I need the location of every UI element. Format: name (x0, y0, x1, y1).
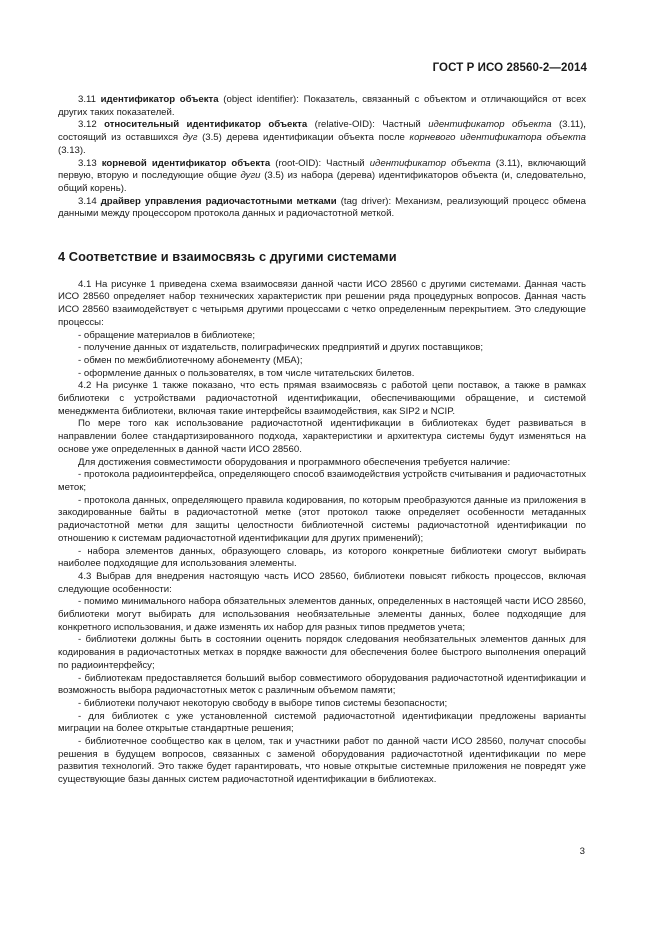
definition-number: 3.14 (78, 195, 97, 207)
definition-reference: дуг (182, 132, 198, 144)
definition-term: идентификатор объекта (100, 94, 219, 105)
definition-text: (3.5) из набора (дерева) идентификаторов объекта (и, следовательно, общий корень). (58, 170, 587, 194)
list-item: - библиотечное сообщество как в целом, так и участники работ по данной части ИСО 28560, получат способы решения в будущем вопросов, связанных с заменой оборудования радиочастотной идентификации по мере развития технологий. Это также будет гарантировать, что новые открытые системные приложения не повредят уже существующие базы данных систем радиочастотной идентификации в библиотеках. (58, 736, 586, 786)
definition-text: Показатель, связанный с объектом и отличающийся от всех других таких показателей. (58, 94, 587, 118)
definition-number: 3.11 (78, 94, 96, 105)
list-item: - помимо минимального набора обязательных элементов данных, определенных в настоящей части ИСО 28560, библиотеки могут выбирать для использования необязательные элементы данных, более подходящие для конкретного использования, и даже изменять их набор для разных типов предметов учета; (58, 596, 586, 633)
list-item: - оформление данных о пользователях, в том числе читательских билетов. (78, 367, 415, 379)
paragraph-4-2: 4.2 На рисунке 1 также показано, что есть прямая взаимосвязь с работой цепи поставок, а также в рамках библиотеки с устройствами радиочастотной идентификации, обеспечивающими обращение, и системой менеджмента библиотеки, включая такие интерфейсы взаимодействия, как SIP2 и NCIP. (58, 380, 586, 417)
paragraph-4-1: 4.1 На рисунке 1 приведена схема взаимосвязи данной части ИСО 28560 с другими системами. Данная часть ИСО 28560 определяет набор технических характеристик при решении ряда процедурных вопросов. Данная часть ИСО 28560 взаимодействует с четырьмя другими процессами с четко определенным перекрытием. Это следующие процессы: (58, 278, 586, 328)
definition-term: корневой идентификатор объекта (101, 157, 271, 169)
definition-text: (3.5) дерева идентификации объекта после (202, 132, 405, 144)
document-body (58, 94, 586, 787)
page-header-standard: ГОСТ Р ИСО 28560-2—2014 (432, 62, 587, 74)
list-item: - обращение материалов в библиотеке; (78, 329, 256, 341)
list-item: - библиотеки должны быть в состоянии оценить порядок следования необязательных элементов данных для кодирования в радиочастотных метках в порядке важности для обеспечения более быстрого выполнения операций по радиоинтерфейсу; (58, 634, 586, 671)
list-item: - библиотекам предоставляется больший выбор совместимого оборудования радиочастотной идентификации и возможность выбора радиочастотных меток с различным объемом памяти; (58, 672, 586, 697)
definition-term: драйвер управления радиочастотными метками (100, 195, 337, 207)
definition-reference: идентификатор объекта (428, 119, 552, 131)
definition-3-13 (58, 158, 586, 196)
list-item: - получение данных от издательств, полиграфических предприятий и других поставщиков; (78, 342, 484, 354)
section-4-title: 4 Соответствие и взаимосвязь с другими системами (58, 249, 397, 265)
list-item: - набора элементов данных, образующего словарь, из которого конкретные библиотеки смогут выбирать наиболее подходящие для использования элементы. (58, 545, 586, 570)
definition-number: 3.12 (78, 119, 97, 131)
definition-text: Механизм, реализующий процесс обмена данными между процессором протокола данных и радиочастотной меткой. (58, 195, 587, 220)
definition-number: 3.13 (78, 157, 97, 169)
definition-english: (object identifier): (223, 94, 299, 105)
definition-english: (relative-OID): (314, 119, 375, 131)
definition-3-11 (58, 94, 586, 119)
definition-reference: идентификатор объекта (369, 157, 491, 169)
definition-reference: дуги (240, 170, 261, 182)
list-item: - библиотеки получают некоторую свободу в выборе типов системы безопасности; (78, 697, 448, 709)
definition-english: (root-OID): (275, 157, 322, 169)
paragraph-4-3: 4.3 Выбрав для внедрения настоящую часть ИСО 28560, библиотеки повысят гибкость процессов, включая следующие особенности: (58, 570, 586, 595)
definition-text: (3.11), состоящий из оставшихся (58, 119, 586, 144)
paragraph: Для достижения совместимости оборудования и программного обеспечения требуется наличие: (78, 456, 511, 468)
list-item: - обмен по межбиблиотечному абонементу (МБА); (78, 354, 303, 366)
list-item: - протокола радиоинтерфейса, определяющего способ взаимодействия устройств считывания и радиочастотных меток; (58, 469, 586, 493)
definition-3-12 (58, 119, 586, 157)
list-item: - протокола данных, определяющего правила кодирования, по которым преобразуются данные из приложения в закодированные байты в радиочастотной метке (этот протокол также определяет особенности метаданных радиочастотной метки для защиты целостности библиотечной системы радиочастотной идентификации по отношению к системам радиочастотной идентификации для других применений); (58, 494, 586, 544)
list-item: - для библиотек с уже установленной системой радиочастотной идентификации предложены варианты миграции на более открытые стандартные решения; (58, 710, 586, 735)
definition-text: Частный (382, 119, 421, 131)
definition-3-14 (58, 196, 586, 221)
definition-english: (tag driver): (340, 195, 392, 207)
definition-text: Частный (326, 157, 365, 169)
definition-text: (3.13). (58, 144, 86, 156)
page-number: 3 (579, 846, 585, 857)
definition-text: (3.11), включающий первую, вторую и последующие общие (58, 157, 586, 182)
paragraph: По мере того как использование радиочастотной идентификации в библиотеках будет развиваться в направлении более стандартизированного подхода, характеристики и архитектура системы будут изменяться на основе уже определенных в данной части ИСО 28560. (58, 418, 586, 455)
definition-term: относительный идентификатор объекта (104, 119, 308, 131)
definition-reference: корневого идентификатора объекта (409, 132, 586, 144)
